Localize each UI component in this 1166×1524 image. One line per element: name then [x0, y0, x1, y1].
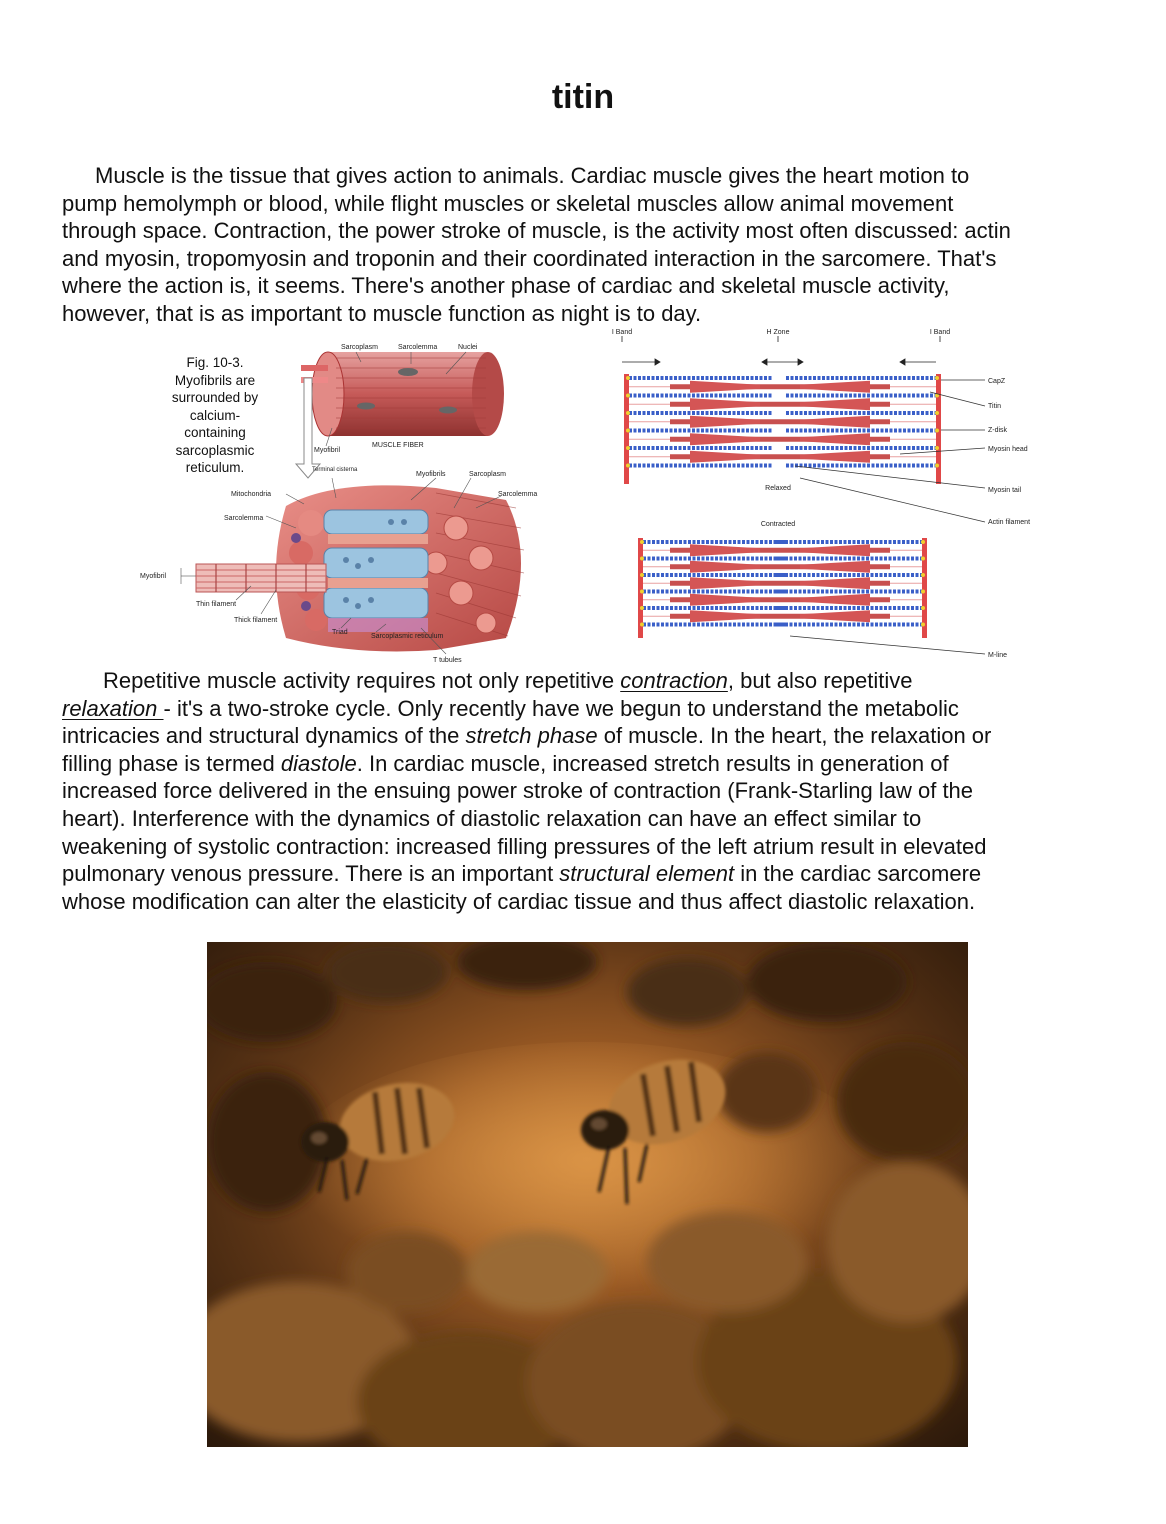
label-triad: Triad	[332, 629, 348, 636]
label-sarcoplasmic-reticulum: Sarcoplasmic reticulum	[371, 633, 444, 640]
p1-line-6: however, that is as important to muscle function as night is to day.	[62, 300, 702, 326]
label-sarcolemma-top: Sarcolemma	[398, 344, 438, 351]
text-run: intricacies and structural dynamics of the	[62, 723, 466, 749]
caption-line: calcium-	[189, 407, 241, 423]
myosin-head	[690, 398, 760, 410]
capz-cap	[921, 606, 925, 610]
sarcomere-contracted	[638, 538, 927, 638]
relaxation-link[interactable]: relaxation	[62, 695, 164, 721]
text-run: of muscle. In the heart, the relaxation or	[597, 723, 992, 749]
text-run: . In cardiac muscle, increased stretch results in generation of	[356, 750, 949, 776]
p1-line-4: and myosin, tropomyosin and troponin and their coordinated interaction in the sarcomere. That's	[62, 245, 997, 271]
honeybees-photo	[207, 942, 968, 1447]
caption-line: reticulum.	[185, 460, 245, 475]
p2-line-2	[62, 695, 1122, 723]
label-titin: Titin	[988, 403, 1001, 410]
emphasis-stretch-phase: stretch phase	[465, 723, 598, 749]
myosin-head	[800, 594, 870, 606]
capz-cap	[935, 464, 939, 468]
myosin-head	[690, 381, 760, 393]
label-thin-filament: Thin filament	[196, 601, 237, 608]
caption-line: Fig. 10-3.	[186, 355, 244, 370]
text-run: pulmonary venous pressure. There is an important	[62, 861, 560, 887]
myosin-head	[800, 577, 870, 589]
capz-cap	[640, 590, 644, 594]
capz-cap	[935, 411, 939, 415]
caption-line: sarcoplasmic	[175, 442, 255, 458]
capz-cap	[921, 573, 925, 577]
capz-cap	[626, 446, 630, 450]
p2-line-5: increased force delivered in the ensuing power stroke of contraction (Frank-Starling law of the	[62, 778, 974, 804]
relaxation-paragraph	[62, 667, 1122, 915]
capz-cap	[640, 623, 644, 627]
capz-cap	[640, 606, 644, 610]
label-sarcolemma-left: Sarcolemma	[224, 515, 264, 522]
p2-line-1	[62, 667, 1122, 695]
emphasis-diastole: diastole	[280, 750, 357, 776]
text-run: in the cardiac sarcomere	[734, 861, 982, 887]
myosin-head	[800, 451, 870, 463]
muscle-fiber-figure	[136, 338, 556, 668]
label-thick-filament: Thick filament	[234, 617, 278, 624]
p2-line-6: heart). Interference with the dynamics of diastolic relaxation can have an effect similar to	[62, 805, 922, 831]
muscle-fiber-illustration	[136, 338, 556, 668]
label-myosin-tail: Myosin tail	[988, 487, 1022, 494]
p2-line-3	[62, 722, 1122, 750]
myosin-head	[690, 561, 760, 573]
caption-line: surrounded by	[171, 390, 259, 405]
p2-line-9: whose modification can alter the elasticity of cardiac tissue and thus affect diastolic relaxation.	[62, 888, 976, 914]
sarcomere-figure	[600, 326, 1050, 661]
label-myofibrils: Myofibrils	[416, 471, 446, 478]
capz-cap	[921, 590, 925, 594]
label-muscle-fiber: MUSCLE FIBER	[372, 442, 424, 449]
label-mitochondria: Mitochondria	[231, 491, 272, 498]
myosin-head	[690, 416, 760, 428]
label-m-line: M-line	[988, 652, 1008, 659]
text-run: - it's a two-stroke cycle. Only recently have we begun to understand the metabolic	[163, 695, 959, 721]
sarcomere-relaxed	[624, 374, 941, 484]
myosin-head	[800, 544, 870, 556]
label-myofibril-left: Myofibril	[140, 573, 167, 580]
text-run: filling phase is termed	[62, 750, 281, 776]
caption-line: containing	[184, 425, 246, 440]
myosin-head	[800, 398, 870, 410]
myosin-head	[690, 544, 760, 556]
myosin-head	[690, 577, 760, 589]
capz-cap	[626, 376, 630, 380]
contraction-link[interactable]: contraction	[620, 668, 728, 693]
capz-cap	[640, 540, 644, 544]
capz-cap	[921, 623, 925, 627]
capz-cap	[626, 429, 630, 433]
label-sarcoplasm-top: Sarcoplasm	[341, 344, 378, 351]
capz-cap	[921, 540, 925, 544]
label-myosin-head: Myosin head	[988, 446, 1028, 453]
label-sarcolemma-right: Sarcolemma	[498, 491, 538, 498]
label-nuclei: Nuclei	[458, 344, 478, 351]
label-t-tubules: T tubules	[433, 657, 462, 664]
capz-cap	[626, 411, 630, 415]
capz-cap	[935, 429, 939, 433]
label-contracted: Contracted	[760, 521, 796, 528]
p1-line-5: where the action is, it seems. There's another phase of cardiac and skeletal muscle activity,	[62, 273, 950, 299]
text-run: Repetitive muscle activity requires not only repetitive	[103, 668, 621, 693]
capz-cap	[921, 557, 925, 561]
myosin-head	[800, 561, 870, 573]
label-h-zone: H Zone	[766, 329, 790, 336]
sarcomere-illustration	[600, 326, 1050, 661]
capz-cap	[935, 376, 939, 380]
myofibril-rod	[196, 564, 326, 592]
text-run: , but also repetitive	[727, 668, 913, 693]
myosin-head	[690, 610, 760, 622]
p1-line-2: pump hemolymph or blood, while flight muscles or skeletal muscles allow animal movement	[62, 190, 954, 216]
myosin-head	[690, 433, 760, 445]
myosin-head	[800, 381, 870, 393]
label-z-disk: Z-disk	[988, 427, 1008, 434]
label-i-band-right: I Band	[929, 329, 951, 336]
label-i-band-left: I Band	[611, 329, 633, 336]
label-terminal-cisterna: Terminal cisterna	[312, 467, 358, 473]
myosin-head	[690, 451, 760, 463]
p2-line-4	[62, 750, 1122, 778]
label-relaxed: Relaxed	[765, 485, 791, 492]
myosin-head	[800, 416, 870, 428]
label-myofibril-small: Myofibril	[314, 447, 341, 454]
capz-cap	[626, 394, 630, 398]
bees-illustration	[207, 942, 968, 1447]
myosin-head	[800, 610, 870, 622]
p2-line-7: weakening of systolic contraction: increased filling pressures of the left atrium result in elevated	[62, 833, 987, 859]
caption-line: Myofibrils are	[174, 372, 256, 388]
label-sarcoplasm-mid: Sarcoplasm	[469, 471, 506, 478]
page-title: titin	[551, 78, 615, 116]
p1-line-3: through space. Contraction, the power stroke of muscle, is the activity most often discussed: actin	[62, 218, 1011, 244]
label-actin-filament: Actin filament	[988, 519, 1031, 526]
myosin-head	[690, 594, 760, 606]
p1-line-1: Muscle is the tissue that gives action to animals. Cardiac muscle gives the heart motion to	[95, 163, 970, 188]
intro-paragraph	[62, 162, 1122, 328]
muscle-fiber-cylinder	[301, 352, 504, 436]
capz-cap	[640, 573, 644, 577]
capz-cap	[640, 557, 644, 561]
emphasis-structural-element: structural element	[559, 861, 735, 887]
myosin-head	[800, 433, 870, 445]
capz-cap	[935, 446, 939, 450]
capz-cap	[626, 464, 630, 468]
label-capz: CapZ	[988, 378, 1006, 385]
p2-line-8	[62, 860, 1122, 888]
